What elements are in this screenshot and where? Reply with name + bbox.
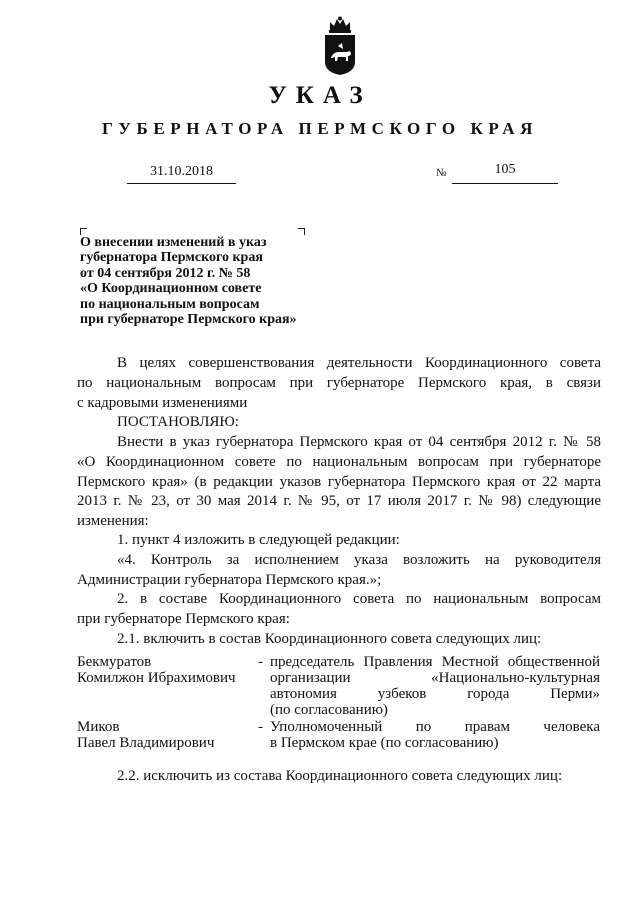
- position-line: организации «Национально-культурная: [270, 670, 600, 686]
- new-wording-quote: [77, 551, 601, 591]
- paragraph-line: с кадровыми изменениями: [77, 394, 248, 411]
- member-name: [77, 719, 267, 751]
- member-surname: Бекмуратов: [77, 654, 152, 670]
- paragraph-line: при губернаторе Пермского края:: [77, 610, 290, 627]
- document-number: 105: [494, 162, 516, 177]
- paragraph-line: «4. Контроль за исполнением указа возложить на руководителя: [117, 552, 601, 568]
- coat-of-arms-emblem: [321, 16, 359, 76]
- document-title: УКАЗ: [268, 82, 372, 109]
- paragraph-line: по национальным вопросам при губернаторе Пермского края, в связи: [77, 374, 601, 391]
- preamble-paragraph: [77, 354, 601, 413]
- member-dash: -: [258, 654, 263, 670]
- document-date: 31.10.2018: [150, 164, 213, 179]
- member-surname: Миков: [77, 719, 120, 735]
- main-paragraph: [77, 433, 601, 532]
- position-line: председатель Правления Местной общественной: [270, 654, 600, 670]
- member-given-names: Комилжон Ибрахимович: [77, 670, 236, 686]
- item-1: 1. пункт 4 изложить в следующей редакции:: [117, 532, 400, 548]
- heading-line: губернатора Пермского края: [80, 250, 263, 266]
- paragraph-line: В целях совершенствования деятельности Координационного совета: [117, 355, 601, 371]
- paragraph-line: «О Координационном совете по национальным вопросам при губернаторе: [77, 453, 601, 470]
- paragraph-line: изменения:: [77, 513, 149, 530]
- heading-corner-left: [80, 228, 87, 235]
- item-2-2: 2.2. исключить из состава Координационного совета следующих лиц:: [117, 768, 563, 784]
- member-dash: -: [258, 719, 263, 735]
- member-position: [270, 654, 600, 718]
- heading-line: от 04 сентября 2012 г. № 58: [80, 265, 251, 281]
- position-line: (по согласованию): [270, 702, 388, 718]
- item-2-1: 2.1. включить в состав Координационного совета следующих лиц:: [117, 631, 542, 647]
- position-line: Уполномоченный по правам человека: [270, 719, 600, 735]
- paragraph-line: Внести в указ губернатора Пермского края от 04 сентября 2012 г. № 58: [117, 434, 601, 450]
- heading-line: О внесении изменений в указ: [80, 235, 267, 250]
- paragraph-line: 2013 г. № 23, от 30 мая 2014 г. № 95, от 17 июля 2017 г. № 98) следующие: [77, 493, 601, 510]
- item-2: [77, 590, 601, 630]
- position-line: в Пермском крае (по согласованию): [270, 735, 499, 751]
- position-line: автономия узбеков города Перми»: [270, 686, 600, 702]
- resolution-keyword: ПОСТАНОВЛЯЮ:: [117, 414, 239, 430]
- number-label: №: [436, 167, 447, 179]
- member-position: [270, 719, 600, 751]
- heading-line: по национальным вопросам: [80, 296, 260, 312]
- paragraph-line: 2. в составе Координационного совета по национальным вопросам: [117, 591, 601, 607]
- member-given-names: Павел Владимирович: [77, 735, 215, 751]
- heading-line: «О Координационном совете: [80, 281, 262, 297]
- heading-line: при губернаторе Пермского края»: [80, 312, 297, 328]
- member-name: [77, 654, 267, 686]
- heading-corner-right: [298, 228, 305, 235]
- document-heading: [80, 235, 340, 327]
- document-subtitle: ГУБЕРНАТОРА ПЕРМСКОГО КРАЯ: [102, 119, 538, 138]
- paragraph-line: Пермского края» (в редакции указов губернатора Пермского края от 22 марта: [77, 473, 601, 490]
- paragraph-line: Администрации губернатора Пермского края.»;: [77, 571, 382, 588]
